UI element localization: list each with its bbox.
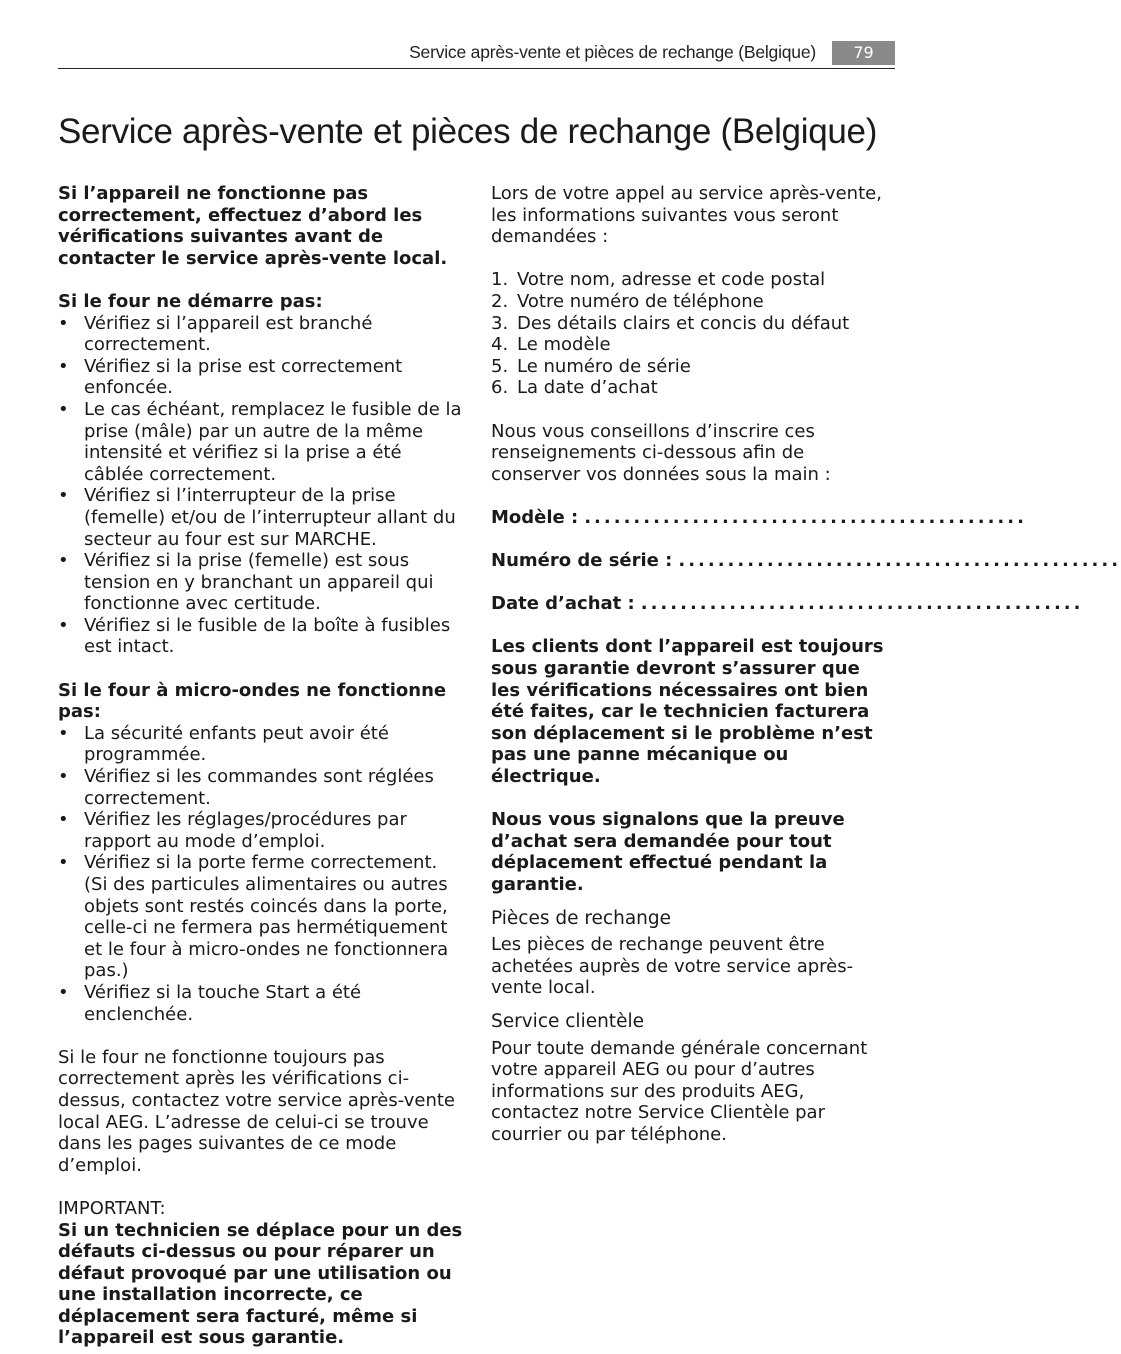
- model-field[interactable]: [491, 506, 1027, 529]
- list-item: • Vérifiez si la prise (femelle) est sous tension en y branchant un appareil qui fonctionne avec certitude.: [58, 550, 464, 615]
- spare-parts-text: Les pièces de rechange peuvent être achetées auprès de votre service après-vente local.: [491, 934, 854, 999]
- list-item: • Vérifiez si l’appareil est branché correctement.: [58, 313, 464, 356]
- warranty-note: Les clients dont l’appareil est toujours sous garantie devront s’assurer que les vérifications nécessaires ont bien été faites, car le technicien facturera son déplacement si le problème n’est pas une panne mécanique ou électrique.: [491, 636, 884, 788]
- page-title: Service après-vente et pièces de rechange (Belgique): [58, 112, 878, 151]
- intro-paragraph: Si l’appareil ne fonctionne pas correctement, effectuez d’abord les vérifications suivantes avant de contacter le service après-vente local.: [58, 183, 448, 269]
- purchase-date-field[interactable]: [491, 593, 1084, 615]
- oven-heading: Si le four ne démarre pas:: [58, 290, 323, 312]
- list-item: • Vérifiez si la prise est correctement enfoncée.: [58, 356, 464, 399]
- list-item: 3. Des détails clairs et concis du défaut: [491, 312, 850, 334]
- list-item: • Vérifiez si les commandes sont réglées correctement.: [58, 766, 464, 809]
- list-item: 4. Le modèle: [491, 334, 611, 356]
- customer-service-text: Pour toute demande générale concernant votre appareil AEG ou pour d’autres informations sur des produits AEG, contactez notre Service Clientèle par courrier ou par téléphone.: [491, 1037, 868, 1145]
- serial-number-field[interactable]: [491, 550, 1121, 572]
- serial-number-label: Numéro de série :: [491, 550, 673, 572]
- list-item: 2. Votre numéro de téléphone: [491, 290, 764, 312]
- page-number-badge: 79: [832, 41, 895, 65]
- spare-parts-heading: Pièces de rechange: [491, 907, 672, 929]
- page-header: [58, 40, 895, 69]
- running-title: Service après-vente et pièces de rechange (Belgique): [409, 42, 816, 62]
- list-item: • Vérifiez si le fusible de la boîte à fusibles est intact.: [58, 615, 464, 658]
- advice-paragraph: Nous vous conseillons d’inscrire ces renseignements ci-dessous afin de conserver vos données sous la main :: [491, 420, 831, 485]
- microwave-checklist: [58, 723, 464, 1025]
- model-dotted-line: .............................................: [584, 506, 1027, 528]
- list-item: • Le cas échéant, remplacez le fusible de la prise (mâle) par un autre de la même intensité et vérifiez si la prise a été câblée correctement.: [58, 399, 464, 485]
- left-column: [58, 183, 464, 1349]
- list-item: 1. Votre nom, adresse et code postal: [491, 269, 826, 291]
- microwave-heading: Si le four à micro-ondes ne fonctionne pas:: [58, 679, 447, 723]
- call-intro: Lors de votre appel au service après-vente, les informations suivantes vous seront demandées :: [491, 183, 882, 248]
- list-item: • Vérifiez si l’interrupteur de la prise (femelle) et/ou de l’interrupteur allant du secteur au four est sur MARCHE.: [58, 485, 464, 550]
- right-column: [491, 183, 1121, 1146]
- list-item: • Vérifiez les réglages/procédures par rapport au mode d’emploi.: [58, 809, 464, 852]
- oven-checklist: [58, 313, 464, 659]
- list-item: • La sécurité enfants peut avoir été programmée.: [58, 723, 464, 766]
- model-label: Modèle :: [491, 506, 579, 528]
- serial-number-dotted-line: .............................................: [678, 550, 1121, 572]
- purchase-date-label: Date d’achat :: [491, 593, 635, 615]
- list-item: 6. La date d’achat: [491, 377, 658, 399]
- info-list: [491, 269, 895, 399]
- list-item: • Vérifiez si la touche Start a été enclenchée.: [58, 982, 464, 1025]
- proof-of-purchase-note: Nous vous signalons que la preuve d’achat sera demandée pour tout déplacement effectué pendant la garantie.: [491, 809, 845, 895]
- important-text: Si un technicien se déplace pour un des défauts ci-dessus ou pour réparer un défaut provoqué par une utilisation ou une installation incorrecte, ce déplacement sera facturé, même si l’appareil est sous garantie.: [58, 1219, 463, 1349]
- important-label: IMPORTANT:: [58, 1197, 166, 1219]
- customer-service-heading: Service clientèle: [491, 1010, 644, 1032]
- list-item: 5. Le numéro de série: [491, 355, 691, 377]
- followup-paragraph: Si le four ne fonctionne toujours pas correctement après les vérifications ci-dessus, contactez votre service après-vente local AEG. L’adresse de celui-ci se trouve dans les pages suivantes de ce mode d’emploi.: [58, 1046, 456, 1176]
- list-item: • Vérifiez si la porte ferme correctement. (Si des particules alimentaires ou autres objets sont restés coincés dans la porte, celle-ci ne fermera pas hermétiquement et le four à micro-ondes ne fonctionnera pas.): [58, 852, 464, 982]
- purchase-date-dotted-line: .............................................: [640, 593, 1084, 615]
